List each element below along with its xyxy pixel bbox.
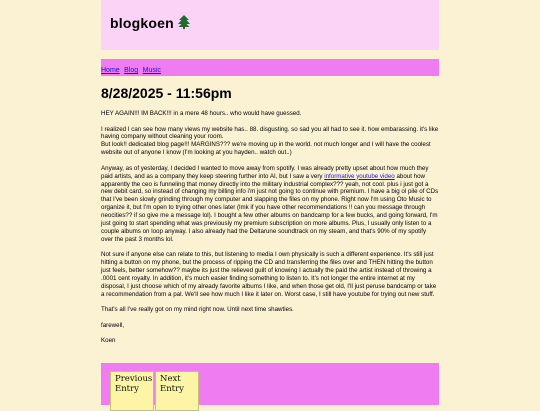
site-title bbox=[110, 15, 190, 31]
paragraph-intro: HEY AGAIN!!! IM BACK!!! in a mere 48 hours.. who would have guessed. bbox=[101, 110, 302, 117]
site-header bbox=[101, 0, 439, 50]
entry-navigation bbox=[101, 363, 439, 405]
paragraph-views bbox=[101, 126, 439, 158]
nav-link-home[interactable]: Home bbox=[101, 67, 120, 74]
tree-icon bbox=[178, 15, 190, 31]
post-title: 8/28/2025 - 11:56pm bbox=[101, 85, 232, 101]
site-title-text: blogkoen bbox=[110, 15, 174, 31]
paragraph-views-b: But look!! dedicated blog page!!! MARGINS??? we're moving up in the world. not much longer and I will have the coolest website out of anyone I know (I'm looking at you hayden.. watch out..) bbox=[101, 141, 431, 157]
paragraph-spotify-end: about how apparently the ceo is funneling that money directly into the military industrial complex??? yeah, not cool. plus i just got a new debit card, so instead of changing my billing info i'm just not going to continue with premium. I have a big ol pile of CDs that I've been slowly grinding through my computer and slapping the files on my phone. Right now I'm using Oto Music to organize it, but I'm open to trying other ones later (lmk if you have other recommendations !! can you message through neocities?? if so give me a message lol). I bought a few other albums on bandcamp for a few bucks, and going forward, I'm just going to start spending what was previously my premium subscription on more albums. Plus, I usually only listen to a couple albums on loop anyway. I also already had the Deltarune soundtrack on my steam, and that's 90% of my spotify over the past 3 months lol. bbox=[101, 172, 439, 243]
previous-entry-button[interactable]: Previous Entry bbox=[110, 371, 154, 411]
nav-link-blog[interactable]: Blog bbox=[124, 67, 139, 74]
signoff: farewell, bbox=[101, 321, 125, 329]
nav-bar bbox=[101, 59, 439, 76]
post-body bbox=[101, 110, 439, 353]
signature: Koen bbox=[101, 337, 116, 345]
paragraph-physical-media: Not sure if anyone else can relate to this, but listening to media I own physically is such a different experience. It's still just hitting a button on my phone, but the process of ripping the CD and transferring the files over and THEN hitting the button just feels, better somehow?? maybe its just the relieved guilt of knowing I actually the paid the artist instead of throwing a .0001 cent royalty. In addition, it's much easier finding something to listen to. It's not longer the entire internet at my disposal, I just choose which of my already favorite albums I like, and when those get old, I'll just peruse bandcamp or take a recommendation from a pal. We'll see how much I like it later on. Worst case, I still have youtube for trying out new stuff. bbox=[101, 251, 437, 298]
paragraph-views-a: I realized I can see how many views my website has.. 88. disgusting. so sad you all had to see it. how embarassing. it's like having company without cleaning your room. bbox=[101, 125, 439, 141]
nav-link-music[interactable]: Music bbox=[142, 67, 161, 74]
next-entry-button[interactable]: Next Entry bbox=[155, 371, 199, 411]
youtube-video-link[interactable]: informative youtube video bbox=[324, 172, 395, 180]
paragraph-spotify-start: Anyway, as of yesterday, I decided I wanted to move away from spotify. I was already pretty upset about how much they paid artists, and as a company they keep steering further into AI, but I saw a very bbox=[101, 164, 429, 180]
paragraph-closing: That's all I've really got on my mind right now. Until next time shawties. bbox=[101, 306, 294, 314]
paragraph-spotify bbox=[101, 165, 439, 244]
